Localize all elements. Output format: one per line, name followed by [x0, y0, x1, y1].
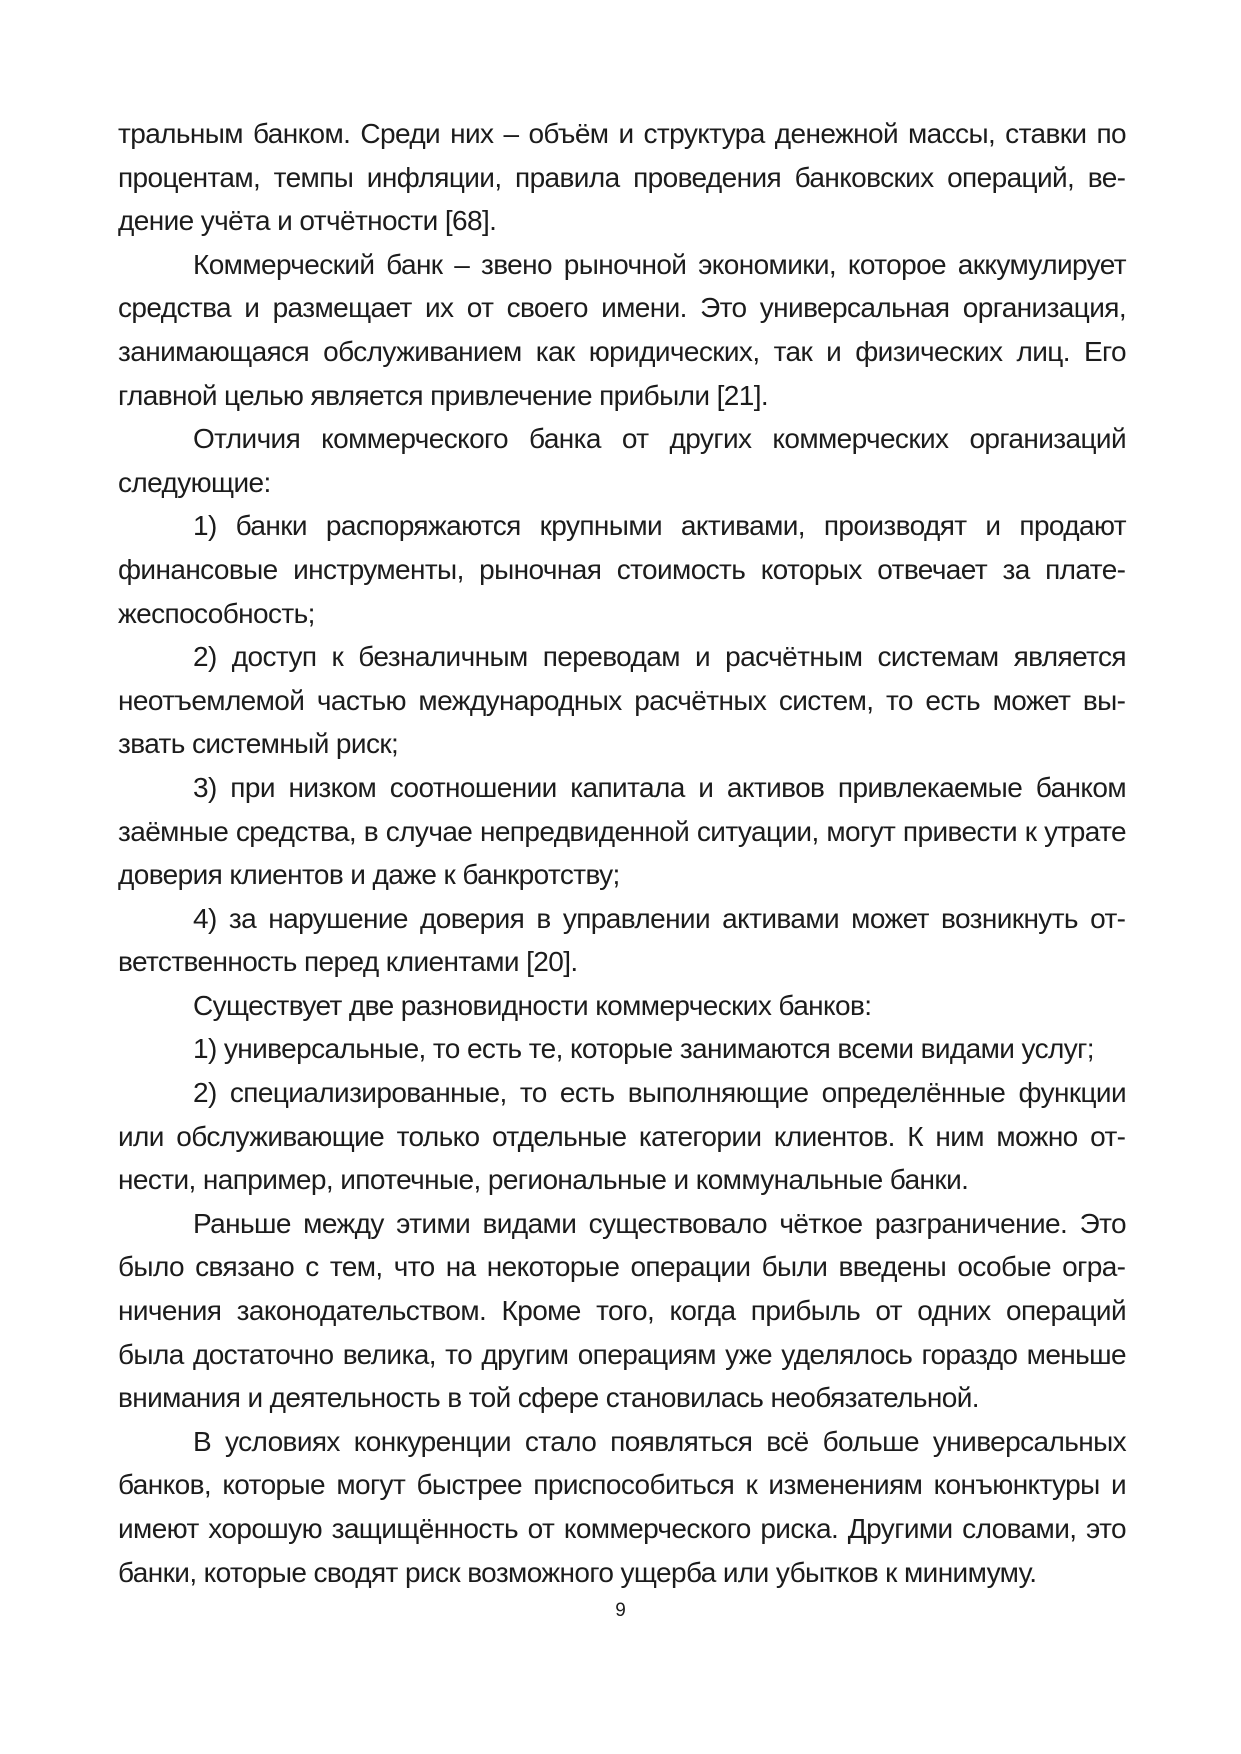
- paragraph-bank-types-intro: Существует две разновидности коммерческих банков:: [193, 989, 872, 1021]
- list-item-bank-type-1: 1) универсальные, то есть те, которые занимаются всеми видами услуг;: [193, 1033, 1094, 1065]
- list-item-difference-3: 3) при низком соотношении капитала и активов привлекаемые банком заёмные средства, в случае непредвиденной ситуации, могут привести к утрате доверия клиентов и даже к банкротству;: [118, 771, 1126, 891]
- page-number: 9: [615, 1600, 626, 1621]
- paragraph-continuation: тральным банком. Среди них – объём и структура денежной массы, ставки по процентам, темпы инфляции, правила проведения банковских операций, ведение учёта и отчётности [68].: [118, 118, 1126, 237]
- paragraph-differences-intro: Отличия коммерческого банка от других коммерческих организаций следующие:: [118, 423, 1126, 498]
- list-item-difference-1: 1) банки распоряжаются крупными активами, производят и продают финансовые инструменты, рыночная стоимость которых отвечает за платежеспособность;: [118, 510, 1126, 629]
- body-text: [118, 112, 1126, 1594]
- paragraph-commercial-bank-definition: Коммерческий банк – звено рыночной экономики, которое аккумулирует средства и размещает их от своего имени. Это универсальная организация, занимающаяся обслуживанием как юридических, так и физических лиц. Его главной целью является привлечение прибыли [21].: [118, 248, 1126, 411]
- list-item-bank-type-2: 2) специализированные, то есть выполняющие определённые функции или обслуживающие только отдельные категории клиентов. К ним можно отнести, например, ипотечные, региональные и коммунальные банки.: [118, 1077, 1126, 1196]
- list-item-difference-4: 4) за нарушение доверия в управлении активами может возникнуть ответственность перед клиентами [20].: [118, 902, 1126, 978]
- paragraph-competition: В условиях конкуренции стало появляться всё больше универсальных банков, которые могут быстрее приспособиться к изменениям конъюнктуры и имеют хорошую защищённость от коммерческого риска. Другими словами, это банки, которые сводят риск возможного ущерба или убытков к минимуму.: [118, 1425, 1126, 1588]
- paragraph-historical-distinction: Раньше между этими видами существовало чёткое разграничение. Это было связано с тем, что на некоторые операции были введены особые ограничения законодательством. Кроме того, когда прибыль от одних операций была достаточно велика, то другим операциям уже уделялось гораздо меньше внимания и деятельность в той сфере становилась необязательной.: [118, 1207, 1126, 1414]
- list-item-difference-2: 2) доступ к безналичным переводам и расчётным системам является неотъемлемой частью международных расчётных систем, то есть может вызвать системный риск;: [118, 641, 1126, 760]
